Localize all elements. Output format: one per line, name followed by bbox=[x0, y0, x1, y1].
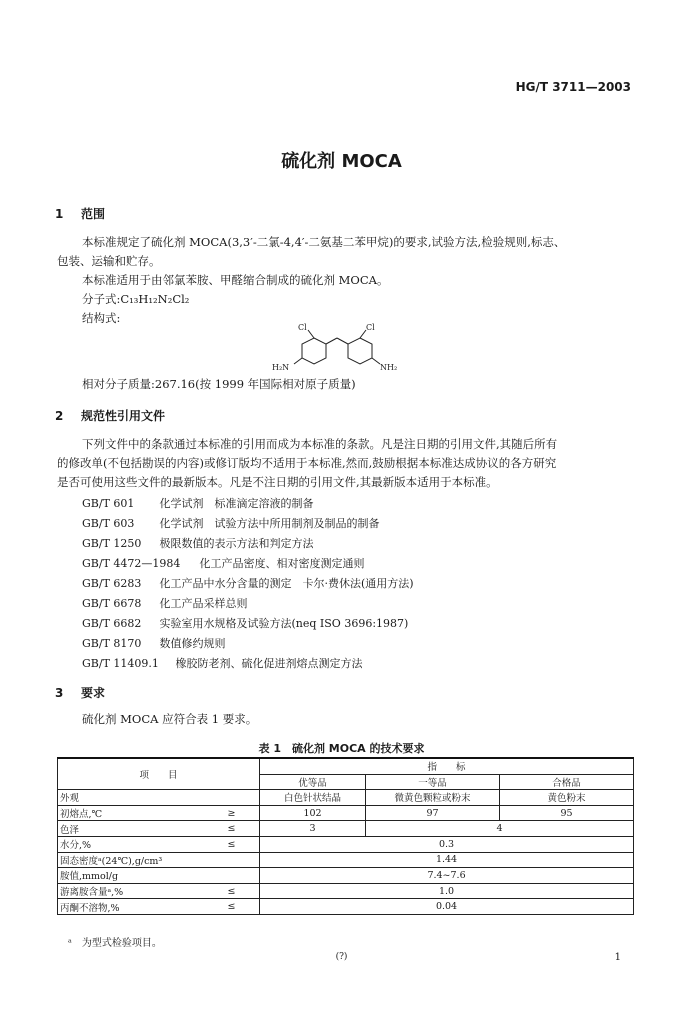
reference-item: GB/T 6283 化工产品中水分含量的测定 卡尔·费休法(通用方法) bbox=[82, 577, 414, 590]
molecular-weight: 相对分子质量:267.16(按 1999 年国际相对原子质量) bbox=[82, 377, 356, 391]
structure-label: 结构式: bbox=[82, 311, 121, 325]
table-row: 固态密度ᵃ(24℃),g/cm³ 1.44 bbox=[58, 852, 634, 868]
scope-applicability: 本标准适用于由邻氯苯胺、甲醛缩合制成的硫化剂 MOCA。 bbox=[82, 273, 389, 287]
section-2-heading: 2 规范性引用文件 bbox=[55, 409, 166, 423]
page-title: 硫化剂 MOCA bbox=[281, 151, 402, 172]
grade-header: 合格品 bbox=[500, 774, 634, 790]
reference-item: GB/T 1250 极限数值的表示方法和判定方法 bbox=[82, 537, 314, 550]
grade-header: 优等品 bbox=[260, 774, 366, 790]
table-caption: 表 1 硫化剂 MOCA 的技术要求 bbox=[258, 742, 425, 755]
benzene-ring-right bbox=[348, 338, 372, 364]
table-row: 丙酮不溶物,% ≤ 0.04 bbox=[58, 899, 634, 915]
reference-item: GB/T 4472—1984 化工产品密度、相对密度测定通则 bbox=[82, 557, 365, 570]
standard-number: HG/T 3711—2003 bbox=[515, 80, 631, 94]
benzene-ring-left bbox=[302, 338, 326, 364]
amine-label-right: NH₂ bbox=[380, 363, 398, 372]
reference-item: GB/T 11409.1 橡胶防老剂、硫化促进剂熔点测定方法 bbox=[82, 657, 363, 670]
footer-mark: (?) bbox=[335, 952, 348, 962]
normative-intro-line1: 下列文件中的条款通过本标准的引用而成为本标准的条款。凡是注日期的引用文件,其随后所有 bbox=[82, 437, 558, 451]
table-row: 胺值,mmol/g 7.4~7.6 bbox=[58, 868, 634, 884]
chlorine-label-right: Cl bbox=[366, 323, 375, 332]
reference-item: GB/T 8170 数值修约规则 bbox=[82, 637, 226, 650]
normative-intro-line2: 的修改单(不包括勘误的内容)或修订版均不适用于本标准,然而,鼓励根据本标准达成协议的各方研究 bbox=[57, 456, 557, 470]
table-row: 外观 白色针状结晶 微黄色颗粒或粉末 黄色粉末 bbox=[58, 790, 634, 806]
grade-header: 一等品 bbox=[366, 774, 500, 790]
table-row: 水分,% ≤ 0.3 bbox=[58, 836, 634, 852]
scope-paragraph-line2: 包装、运输和贮存。 bbox=[57, 254, 161, 268]
technical-requirements-table bbox=[57, 757, 634, 915]
reference-item: GB/T 603 化学试剂 试验方法中所用制剂及制品的制备 bbox=[82, 517, 380, 530]
reference-item: GB/T 601 化学试剂 标准滴定溶液的制备 bbox=[82, 497, 314, 510]
scope-paragraph-line1: 本标准规定了硫化剂 MOCA(3,3′-二氯-4,4′-二氨基二苯甲烷)的要求,试验方法,检验规则,标志、 bbox=[82, 235, 566, 249]
table-row: 色泽 ≤ 3 4 bbox=[58, 821, 634, 837]
table-footnote: ᵃ 为型式检验项目。 bbox=[68, 938, 162, 949]
table-row: 初熔点,℃ ≥ 102 97 95 bbox=[58, 805, 634, 821]
structural-formula-diagram bbox=[262, 320, 412, 376]
page-number: 1 bbox=[614, 952, 621, 963]
header-index: 指 标 bbox=[260, 758, 634, 774]
molecular-formula: 分子式:C₁₃H₁₂N₂Cl₂ bbox=[82, 292, 190, 306]
table-row: 游离胺含量ᵃ,% ≤ 1.0 bbox=[58, 883, 634, 899]
header-item: 项 目 bbox=[58, 758, 260, 790]
reference-item: GB/T 6678 化工产品采样总则 bbox=[82, 597, 248, 610]
requirements-intro: 硫化剂 MOCA 应符合表 1 要求。 bbox=[82, 712, 258, 726]
section-1-heading: 1 范围 bbox=[55, 207, 106, 221]
section-3-heading: 3 要求 bbox=[55, 686, 106, 700]
amine-label-left: H₂N bbox=[272, 363, 290, 372]
chlorine-label-left: Cl bbox=[298, 323, 307, 332]
normative-intro-line3: 是否可使用这些文件的最新版本。凡是不注日期的引用文件,其最新版本适用于本标准。 bbox=[57, 475, 498, 489]
reference-item: GB/T 6682 实验室用水规格及试验方法(neq ISO 3696:1987) bbox=[82, 617, 409, 630]
